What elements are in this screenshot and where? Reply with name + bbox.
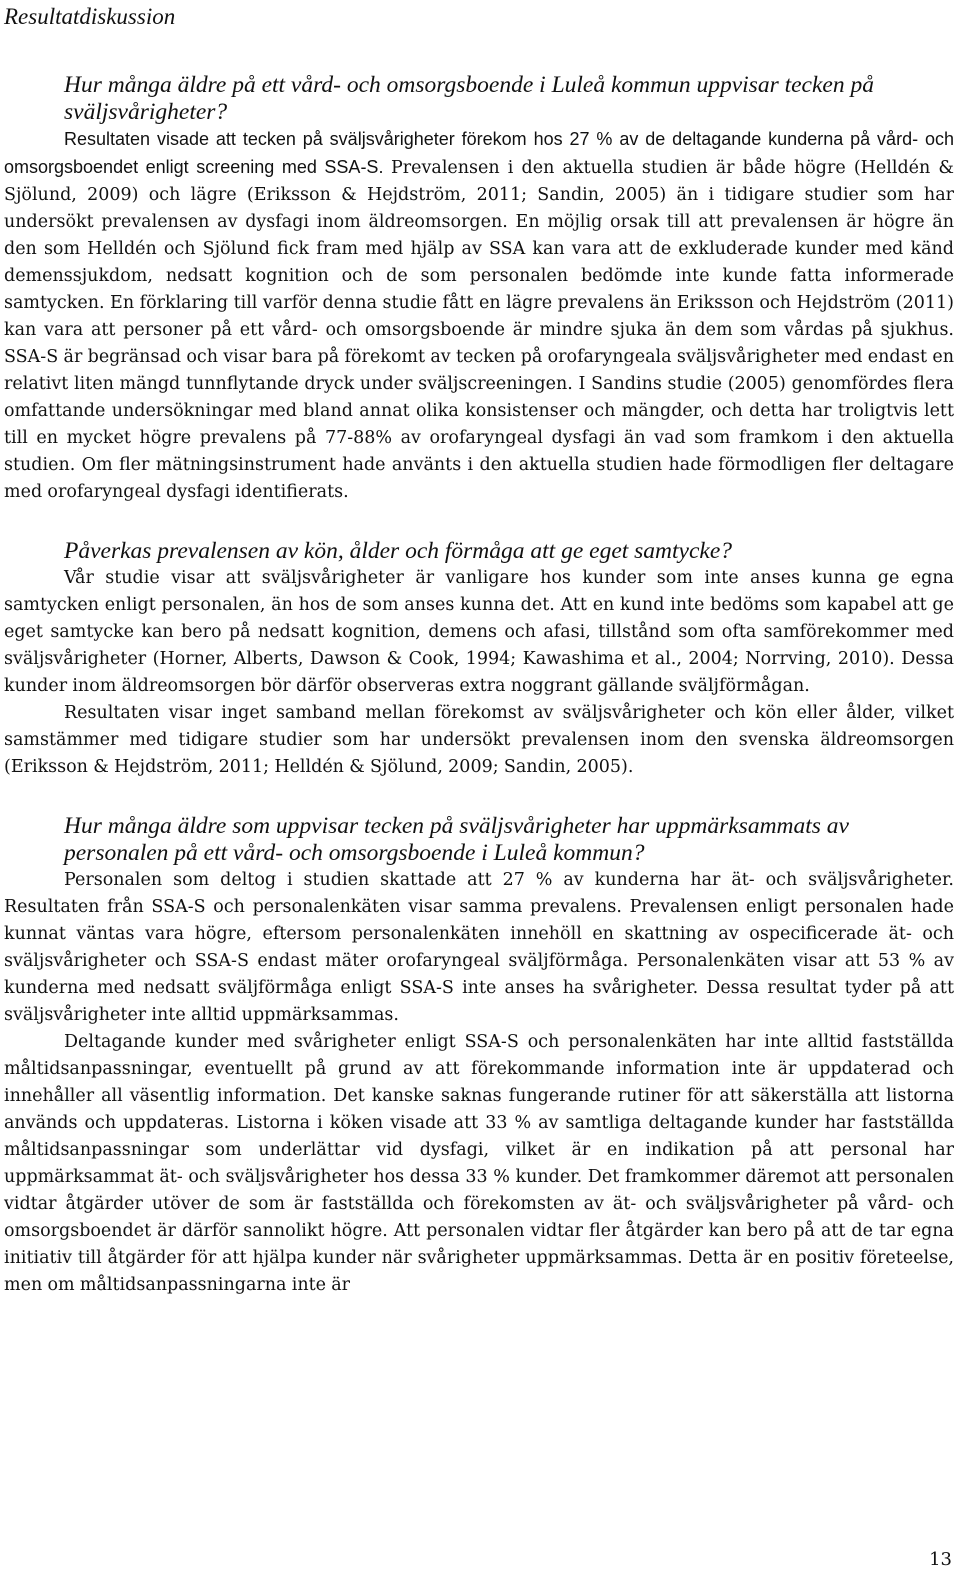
paragraph	[4, 126, 954, 506]
paragraph-run: Vår studie visar att sväljsvårigheter är vanligare hos kunder som inte anses kunna ge egna samtycken enligt personalen, än hos de som anses kunna det. Att en kund inte bedöms som kapabel att ge eget samtycke kan bero på nedsatt kognition, demens och afasi, tillstånd som ofta samförekommer med sväljsvårigheter (Horner, Alberts, Dawson & Cook, 1994; Kawashima et al., 2004; Norrving, 2010). Dessa kunder inom äldreomsorgen bör därför observeras extra noggrant gällande sväljförmågan.	[4, 568, 954, 696]
paragraph	[4, 867, 954, 1029]
section-heading: Hur många äldre på ett vård- och omsorgsboende i Luleå kommun uppvisar tecken på sväljsvårigheter?	[64, 72, 874, 125]
paragraph	[4, 565, 954, 700]
page-title: Resultatdiskussion	[4, 4, 176, 29]
paragraph-run: Prevalensen i den aktuella studien är både högre (Helldén & Sjölund, 2009) och lägre (Eriksson & Hejdström, 2011; Sandin, 2005) än i tidigare studier som har undersökt prevalensen av dysfagi inom äldreomsorgen. En möjlig orsak till att prevalensen är högre än den som Helldén och Sjölund fick fram med hjälp av SSA kan vara att de exkluderade kunder med känd demenssjukdom, nedsatt kognition och de som personalen bedömde inte kunde fatta informerade samtycken. En förklaring till varför denna studie fått en lägre prevalens än Eriksson och Hejdström (2011) kan vara att personer på ett vård- och omsorgsboende är mindre sjuka än dem som vårdas på sjukhus. SSA-S är begränsad och visar bara på förekomt av tecken på orofaryngeala sväljsvårigheter med endast en relativt liten mängd tunnflytande dryck under sväljscreeningen. I Sandins studie (2005) genomfördes flera omfattande undersökningar med bland annat olika konsistenser och mängder, och detta har troligtvis lett till en mycket högre prevalens på 77-88% av orofaryngeal dysfagi än vad som framkom i den aktuella studien. Om fler mätningsinstrument hade använts i den aktuella studien hade förmodligen fler deltagare med orofaryngeal dysfagi identifierats.	[4, 158, 954, 502]
section-staff-awareness	[4, 813, 954, 1299]
section-heading: Hur många äldre som uppvisar tecken på sväljsvårigheter har uppmärksammats av personalen på ett vård- och omsorgsboende i Luleå kommun?	[64, 813, 849, 866]
section-heading: Påverkas prevalensen av kön, ålder och förmåga att ge eget samtycke?	[64, 538, 733, 564]
section-gender-age-consent	[4, 538, 954, 781]
section-prevalence	[4, 72, 954, 506]
paragraph-run: Personalen som deltog i studien skattade att 27 % av kunderna har ät- och sväljsvårigheter. Resultaten från SSA-S och personalenkäten visar samma prevalens. Prevalensen enligt personalen hade kunnat väntas vara högre, eftersom personalenkäten innehöll en skattning av ospecificerade ät- och sväljsvårigheter och SSA-S endast mäter orofaryngeal sväljförmåga. Personalenkäten visar att 53 % av kunderna med nedsatt sväljförmåga enligt SSA-S inte anses ha svårigheter. Dessa resultat tyder på att sväljsvårigheter inte alltid uppmärksammas.	[4, 870, 954, 1025]
paragraph-run: Resultaten visar inget samband mellan förekomst av sväljsvårigheter och kön eller ålder, vilket samstämmer med tidigare studier som har undersökt prevalensen inom den svenska äldreomsorgen (Eriksson & Hejdström, 2011; Helldén & Sjölund, 2009; Sandin, 2005).	[4, 703, 954, 777]
paragraph	[4, 1029, 954, 1299]
page-number: 13	[929, 1549, 952, 1570]
paragraph-run: Deltagande kunder med svårigheter enligt SSA-S och personalenkäten har inte alltid fastställda måltidsanpassningar, eventuellt på grund av att förekommande information inte är uppdaterad och innehåller all väsentlig information. Det kanske saknas fungerande rutiner för att säkerställa att listorna används och uppdateras. Listorna i köken visade att 33 % av samtliga deltagande kunder har fastställda måltidsanpassningar som underlättar vid dysfagi, vilket är en indikation på att personal har uppmärksammat ät- och sväljsvårigheter hos dessa 33 % kunder. Det framkommer däremot att personalen vidtar åtgärder utöver de som är fastställda och förekomsten av ät- och sväljsvårigheter på vård- och omsorgsboendet är därför sannolikt högre. Att personalen vidtar fler åtgärder kan bero på att de tar egna initiativ till åtgärder för att hjälpa kunder när svårigheter uppmärksammas. Detta är en positiv företeelse, men om måltidsanpassningarna inte är	[4, 1032, 954, 1295]
document-body	[4, 72, 954, 1299]
paragraph-run: Resultaten visade att tecken på sväljsvårigheter förekom hos 27 % av de deltagande kunderna på vård- och omsorgsboendet enligt screening med SSA-S.	[4, 129, 954, 177]
paragraph	[4, 700, 954, 781]
